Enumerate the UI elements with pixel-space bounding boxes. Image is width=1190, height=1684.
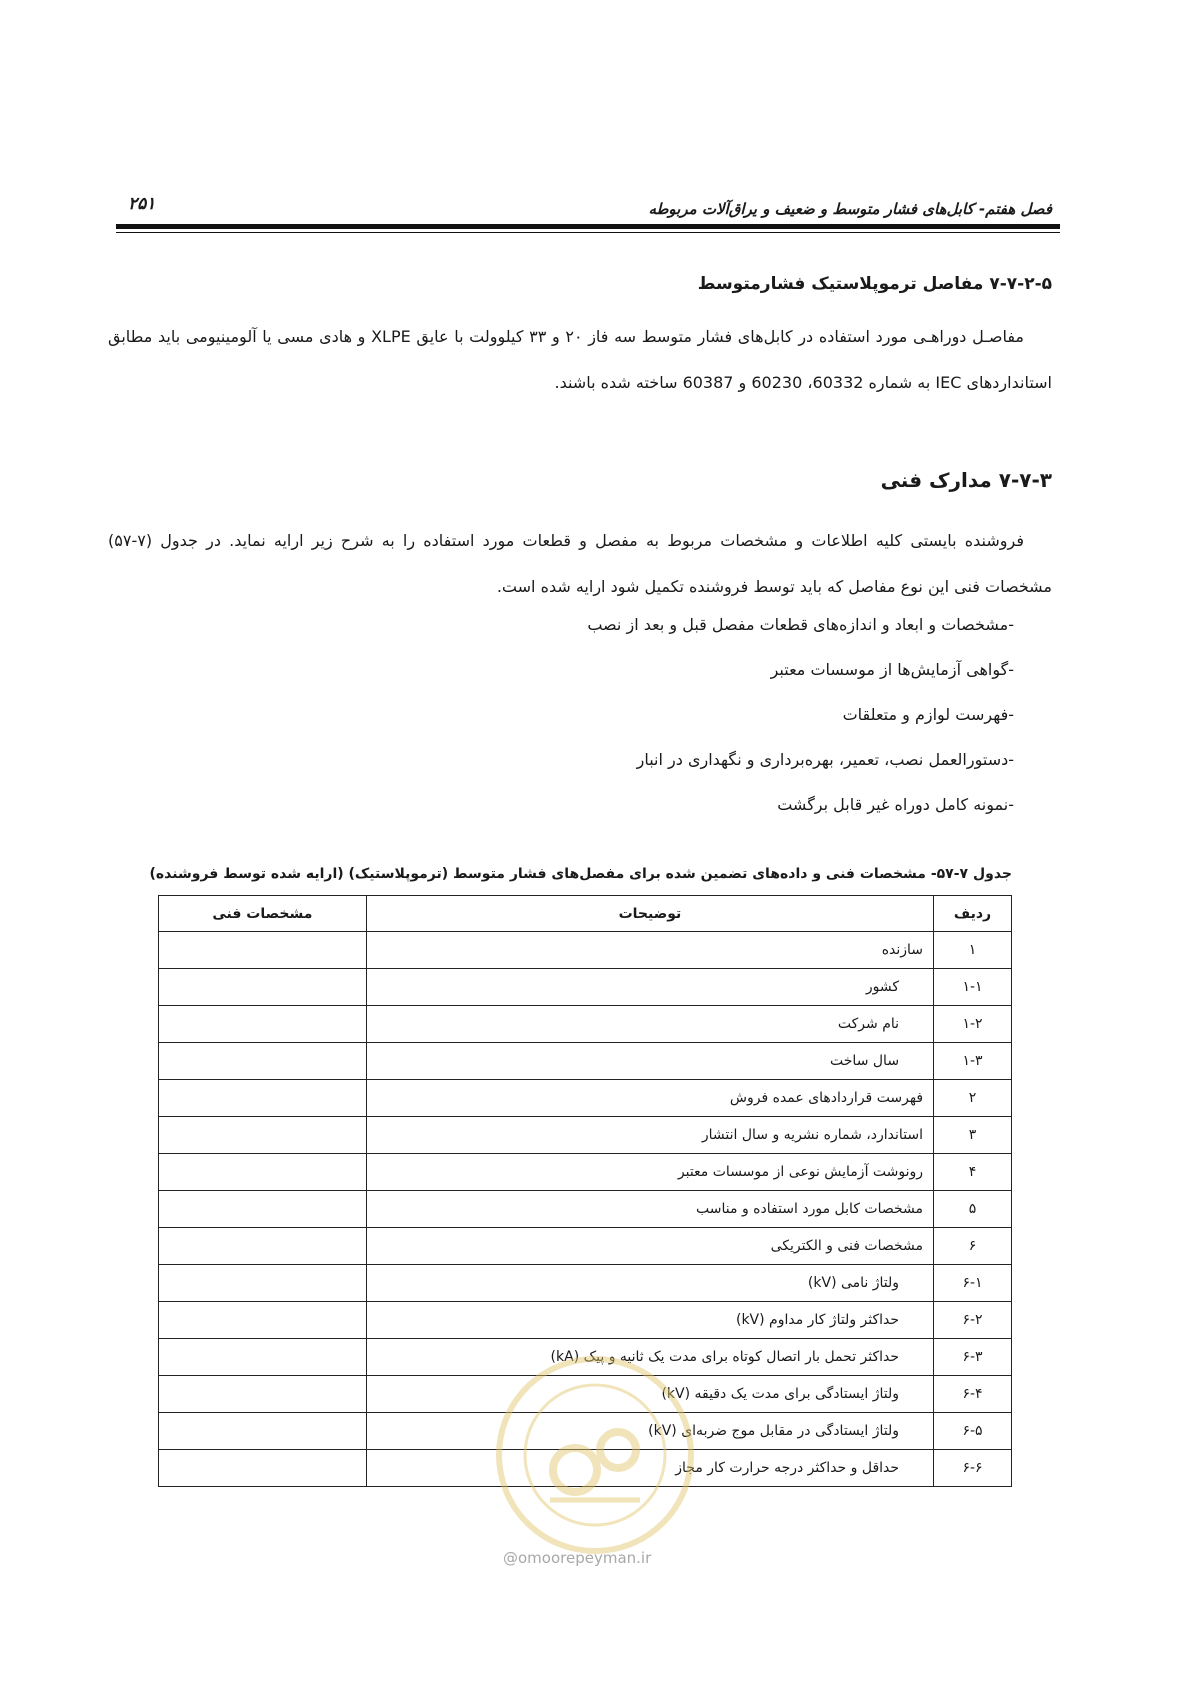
row-spec [159, 1080, 367, 1117]
row-description: سازنده [366, 932, 933, 969]
row-spec [159, 1339, 367, 1376]
row-description: ولتاژ ایستادگی برای مدت یک دقیقه (kV) [366, 1376, 933, 1413]
table-row [159, 1080, 1012, 1117]
row-number: ۶-۲ [934, 1302, 1012, 1339]
row-spec [159, 1376, 367, 1413]
table-row [159, 969, 1012, 1006]
row-description: فهرست قراردادهای عمده فروش [366, 1080, 933, 1117]
table-row [159, 1117, 1012, 1154]
table-caption: جدول ۷-۵۷- مشخصات فنی و داده‌های تضمین شده برای مفصل‌های فشار متوسط (ترموپلاستیک) (ارایه شده توسط فروشنده) [149, 866, 1012, 882]
row-description: حداکثر ولتاژ کار مداوم (kV) [366, 1302, 933, 1339]
row-spec [159, 1228, 367, 1265]
row-number: ۶-۳ [934, 1339, 1012, 1376]
header-description: توضیحات [366, 896, 933, 932]
row-description: استاندارد، شماره نشریه و سال انتشار [366, 1117, 933, 1154]
watermark-url: @omoorepeyman.ir [503, 1549, 652, 1567]
document-list [587, 602, 1014, 827]
row-number: ۳ [934, 1117, 1012, 1154]
row-spec [159, 1117, 367, 1154]
row-description: حداقل و حداکثر درجه حرارت کار مجاز [366, 1450, 933, 1487]
row-number: ۴ [934, 1154, 1012, 1191]
row-spec [159, 1191, 367, 1228]
row-spec [159, 1154, 367, 1191]
row-number: ۵ [934, 1191, 1012, 1228]
table-row [159, 1265, 1012, 1302]
list-item: -مشخصات و ابعاد و اندازه‌های قطعات مفصل قبل و بعد از نصب [587, 615, 1014, 634]
row-description: مشخصات فنی و الکتریکی [366, 1228, 933, 1265]
row-number: ۱ [934, 932, 1012, 969]
table-row [159, 1302, 1012, 1339]
watermark-seal-icon [490, 1350, 700, 1560]
row-number: ۶-۱ [934, 1265, 1012, 1302]
list-item: -نمونه کامل دوراه غیر قابل برگشت [777, 795, 1014, 814]
table-row [159, 1191, 1012, 1228]
list-item: -فهرست لوازم و متعلقات [842, 705, 1014, 724]
list-item: -گواهی آزمایش‌ها از موسسات معتبر [770, 660, 1014, 679]
row-description: ولتاژ ایستادگی در مقابل موج ضربه‌ای (kV) [366, 1413, 933, 1450]
row-description: سال ساخت [366, 1043, 933, 1080]
table-row [159, 1043, 1012, 1080]
row-number: ۱-۱ [934, 969, 1012, 1006]
section-paragraph-documents: فروشنده بایستی کلیه اطلاعات و مشخصات مربوط به مفصل و قطعات مورد استفاده را به شرح زیر ارایه نماید. در جدول (۷-۵۷) مشخصات فنی این نوع مفاصل که باید توسط فروشنده تکمیل شود ارایه شده است. [108, 531, 1052, 596]
row-spec [159, 1302, 367, 1339]
row-number: ۱-۳ [934, 1043, 1012, 1080]
section-heading-technical-documents: ۷-۷-۳ مدارک فنی [880, 468, 1052, 492]
header-rule-thin [116, 232, 1060, 233]
row-spec [159, 932, 367, 969]
running-title: فصل هفتم- کابل‌های فشار متوسط و ضعیف و یراق‌آلات مربوطه [648, 200, 1052, 218]
row-description: حداکثر تحمل بار اتصال کوتاه برای مدت یک ثانیه و پیک (kA) [366, 1339, 933, 1376]
header-spec: مشخصات فنی [159, 896, 367, 932]
row-description: ولتاژ نامی (kV) [366, 1265, 933, 1302]
row-description: مشخصات کابل مورد استفاده و مناسب [366, 1191, 933, 1228]
row-spec [159, 1413, 367, 1450]
row-description: کشور [366, 969, 933, 1006]
row-spec [159, 1265, 367, 1302]
table-header-row [159, 896, 1012, 932]
header-rule [116, 224, 1060, 229]
row-spec [159, 1450, 367, 1487]
table-row [159, 1006, 1012, 1043]
table-row [159, 1154, 1012, 1191]
row-number: ۶-۶ [934, 1450, 1012, 1487]
row-spec [159, 1006, 367, 1043]
row-description: رونوشت آزمایش نوعی از موسسات معتبر [366, 1154, 933, 1191]
list-item: -دستورالعمل نصب، تعمیر، بهره‌برداری و نگهداری در انبار [636, 750, 1014, 769]
row-description: نام شرکت [366, 1006, 933, 1043]
row-number: ۲ [934, 1080, 1012, 1117]
row-number: ۶-۴ [934, 1376, 1012, 1413]
row-number: ۱-۲ [934, 1006, 1012, 1043]
section-heading-thermoplastic-joints: ۷-۷-۲-۵ مفاصل ترموپلاستیک فشارمتوسط [697, 274, 1052, 294]
table-row [159, 932, 1012, 969]
row-number: ۶-۵ [934, 1413, 1012, 1450]
header-row-number: ردیف [934, 896, 1012, 932]
section-paragraph-joints: مفاصـل دوراهـی مورد استفاده در کابل‌های فشار متوسط سه فاز ۲۰ و ۳۳ کیلوولت با عایق XLPE و هادی مسی یا آلومینیومی باید مطابق استانداردهای IEC به شماره 60332، 60230 و 60387 ساخته شده باشند. [108, 327, 1052, 392]
table-row [159, 1228, 1012, 1265]
row-number: ۶ [934, 1228, 1012, 1265]
row-spec [159, 969, 367, 1006]
row-spec [159, 1043, 367, 1080]
page-number: ۲۵۱ [128, 194, 156, 214]
